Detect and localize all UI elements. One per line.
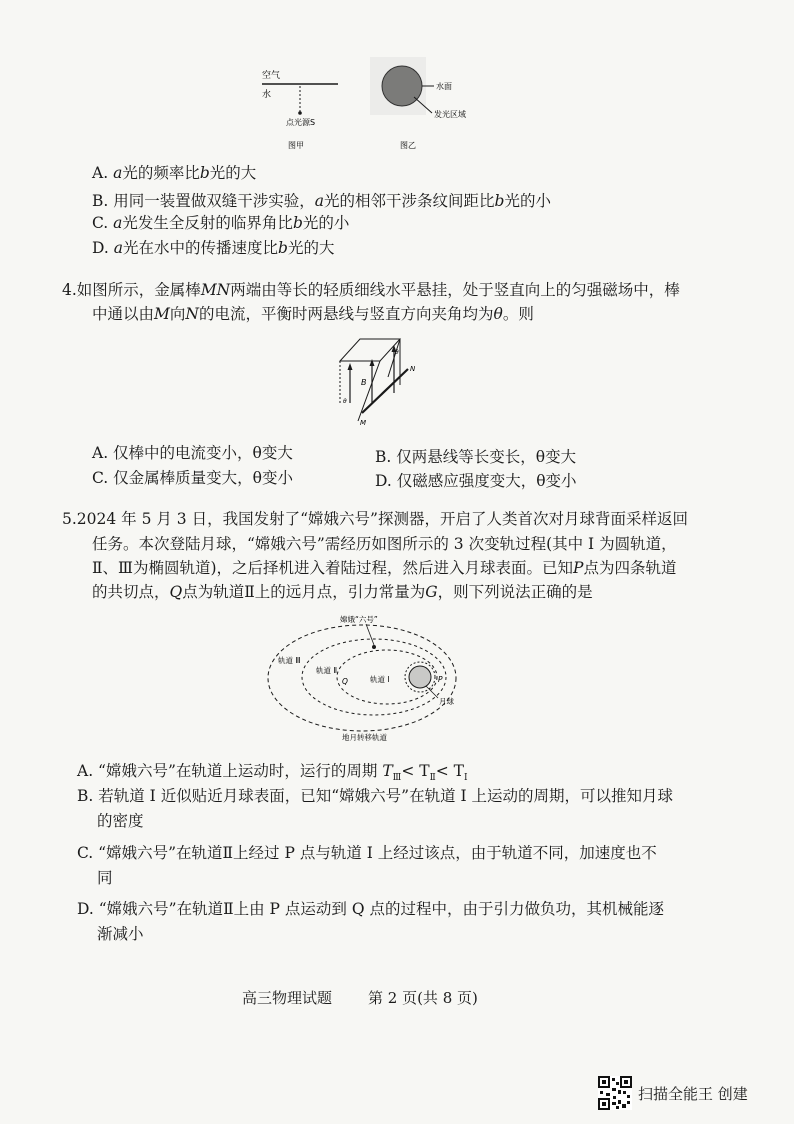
field-arrowhead-2 bbox=[370, 359, 375, 366]
q5-option-c-line-1: C. “嫦娥六号”在轨道Ⅱ上经过 P 点与轨道 Ⅰ 上经过该点，由于轨道不同，加速度也不 bbox=[77, 844, 657, 862]
fig-jia-caption: 图甲 bbox=[288, 141, 304, 150]
figure-jia bbox=[250, 60, 360, 155]
figure-yi bbox=[368, 55, 508, 155]
top-frame bbox=[340, 339, 400, 361]
footer-page-number: 第 2 页(共 8 页) bbox=[368, 989, 478, 1007]
q4-option-a: A. 仅棒中的电流变小，θ变大 bbox=[92, 444, 293, 462]
scanner-watermark-text: 扫描全能王 创建 bbox=[638, 1085, 748, 1103]
q4-stem-line-2: 中通以由M向N的电流，平衡时两悬线与竖直方向夹角均为θ。则 bbox=[92, 305, 534, 323]
field-arrowhead-1 bbox=[348, 363, 353, 370]
q3-option-c: C. a光发生全反射的临界角比b光的小 bbox=[92, 214, 350, 232]
glow-region bbox=[382, 66, 422, 106]
q5-option-a: A. “嫦娥六号”在轨道上运动时，运行的周期 $T_Ⅲ< T_Ⅱ< T_Ⅰ$ bbox=[77, 762, 468, 784]
probe-pointer bbox=[366, 624, 374, 645]
fig-yi-caption: 图乙 bbox=[400, 141, 416, 150]
transfer-orbit-label: 地月转移轨道 bbox=[342, 733, 387, 742]
orbit-3-label: 轨道 Ⅲ bbox=[278, 656, 301, 665]
moon bbox=[409, 666, 431, 688]
q4-stem-line-1: 4.如图所示，金属棒MN两端由等长的轻质细线水平悬挂，处于竖直向上的匀强磁场中，棒 bbox=[62, 281, 680, 299]
q5-stem-line-2: 任务。本次登陆月球，“嫦娥六号”需经历如图所示的 3 次变轨过程(其中 Ⅰ 为圆轨道， bbox=[92, 535, 677, 553]
q3-option-a: A. a光的频率比b光的大 bbox=[92, 164, 257, 182]
probe-dot bbox=[372, 645, 376, 649]
q5-stem-line-4: 的共切点，Q点为轨道Ⅱ上的远月点，引力常量为G，则下列说法正确的是 bbox=[92, 583, 593, 601]
q5-option-c-line-2: 同 bbox=[97, 869, 113, 887]
point-source bbox=[298, 111, 302, 115]
moon-label: 月球 bbox=[439, 697, 454, 706]
q3-option-b: B. 用同一装置做双缝干涉实验，a光的相邻干涉条纹间距比b光的小 bbox=[92, 192, 551, 210]
orbit-1-label: 轨道 Ⅰ bbox=[370, 675, 390, 684]
water-label: 水 bbox=[262, 90, 272, 100]
label-n: N bbox=[410, 365, 416, 373]
q5-option-b-line-1: B. 若轨道 Ⅰ 近似贴近月球表面，已知“嫦娥六号”在轨道 Ⅰ 上运动的周期，可以推知月球 bbox=[77, 787, 674, 805]
label-b: B bbox=[361, 378, 367, 387]
q5-option-d-line-2: 渐减小 bbox=[97, 925, 144, 943]
label-theta-right: θ bbox=[395, 349, 399, 356]
figure-q4-magnetic-field bbox=[328, 333, 428, 433]
footer-subject: 高三物理试题 bbox=[242, 989, 333, 1007]
q3-option-d: D. a光在水中的传播速度比b光的大 bbox=[92, 239, 335, 257]
qr-code-icon bbox=[598, 1076, 632, 1110]
air-label: 空气 bbox=[262, 71, 281, 81]
label-theta-left: θ bbox=[343, 398, 347, 405]
orbit-2-label: 轨道 Ⅱ bbox=[316, 666, 338, 675]
source-label: 点光源S bbox=[286, 118, 316, 127]
probe-label: 嫦娥“六号” bbox=[340, 615, 378, 624]
label-m: M bbox=[360, 419, 367, 427]
q4-option-d: D. 仅磁感应强度变大，θ变小 bbox=[375, 472, 577, 490]
figure-q5-orbits bbox=[262, 610, 462, 745]
surface-label: 水面 bbox=[436, 82, 452, 91]
q4-option-b: B. 仅两悬线等长变长，θ变大 bbox=[375, 448, 577, 466]
p-point-label: P bbox=[438, 675, 443, 684]
left-thread bbox=[358, 361, 380, 421]
q5-stem-line-1: 5.2024 年 5 月 3 日，我国发射了“嫦娥六号”探测器，开启了人类首次对月球背面采样返回 bbox=[62, 510, 688, 528]
region-label: 发光区域 bbox=[434, 110, 466, 119]
q5-option-d-line-1: D. “嫦娥六号”在轨道Ⅱ上由 P 点运动到 Q 点的过程中，由于引力做负功，其机械能逐 bbox=[77, 900, 664, 918]
q5-stem-line-3: Ⅱ、Ⅲ为椭圆轨道)，之后择机进入着陆过程，然后进入月球表面。已知P点为四条轨道 bbox=[92, 559, 677, 577]
q-point-label: Q bbox=[342, 677, 348, 686]
q5-option-b-line-2: 的密度 bbox=[97, 812, 144, 830]
q4-option-c: C. 仅金属棒质量变大，θ变小 bbox=[92, 469, 293, 487]
